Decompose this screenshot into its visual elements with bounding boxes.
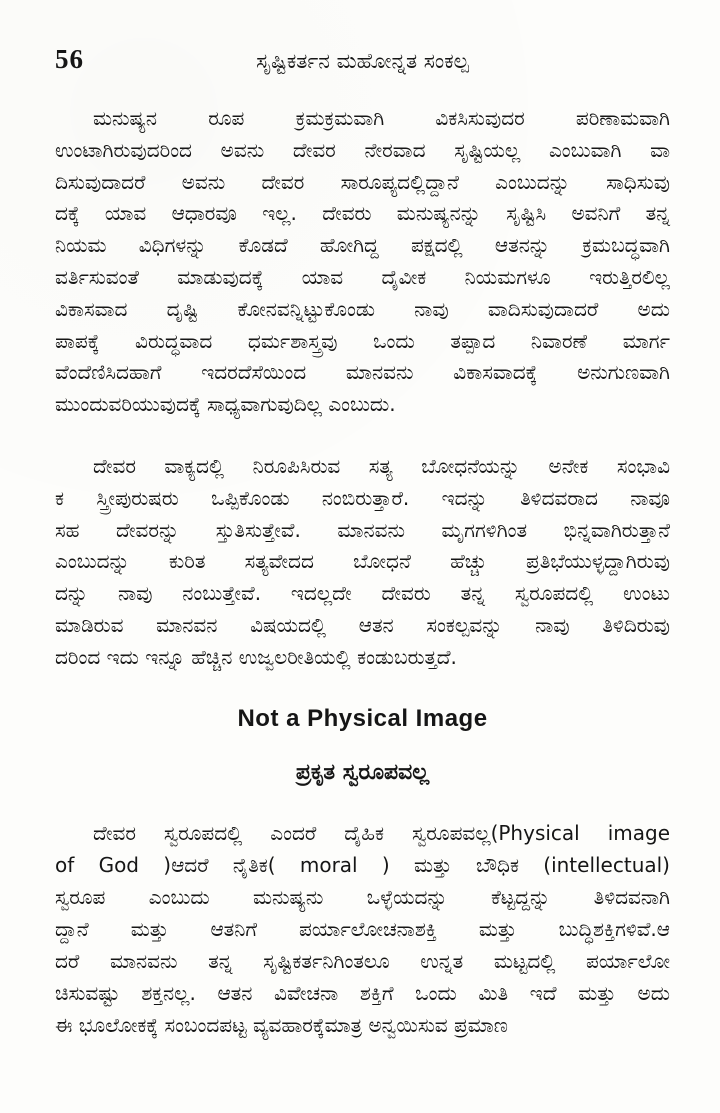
section-heading-kannada: ಪ್ರಕೃತ ಸ್ವರೂಪವಲ್ಲ [295, 759, 430, 785]
text-line: ದರೆ ಮಾನವನು ತನ್ನ ಸೃಷ್ಟಿಕರ್ತನಿಗಿಂತಲೂ ಉನ್ನತ ಮಟ್ಟದಲ್ಲಿ ಪರ್ಯಾಲೋ [55, 948, 670, 973]
text-line: ದ್ದಾನೆ ಮತ್ತು ಆತನಿಗೆ ಪರ್ಯಾಲೋಚನಾಶಕ್ತಿ ಮತ್ತು ಬುದ್ಧಿಶಕ್ತಿಗಳಿವೆ.ಆ [55, 916, 670, 941]
page-number: 56 [55, 44, 84, 74]
text-line: of God )ಆದರೆ ನೈತಿಕ( moral ) ಮತ್ತು ಬೌಧಿಕ (intellectual) [55, 852, 670, 877]
text-line: ದನ್ನು ನಾವು ನಂಬುತ್ತೇವೆ. ಇದಲ್ಲದೇ ದೇವರು ತನ್ನ ಸ್ವರೂಪದಲ್ಲಿ ಉಂಟು [55, 581, 670, 606]
text-line: ಕ ಸ್ತ್ರೀಪುರುಷರು ಒಪ್ಪಿಕೊಂಡು ನಂಬಿರುತ್ತಾರೆ. ಇದನ್ನು ತಿಳಿದವರಾದ ನಾವೂ [55, 485, 670, 510]
text-line: ದಿಸುವುದಾದರೆ ಅವನು ದೇವರ ಸಾರೂಪ್ಯದಲ್ಲಿದ್ದಾನೆ ಎಂಬುದನ್ನು ಸಾಧಿಸುವು [55, 169, 670, 194]
paragraph-2 [55, 451, 670, 674]
text-line: ವಿಕಾಸವಾದ ದೃಷ್ಟಿ ಕೋನವನ್ನಿಟ್ಟುಕೊಂಡು ನಾವು ವಾದಿಸುವುದಾದರೆ ಅದು [55, 296, 670, 321]
text-line: ಸ್ವರೂಪ ಎಂಬುದು ಮನುಷ್ಯನು ಒಳ್ಳೆಯದನ್ನು ಕೆಟ್ಟದ್ದನ್ನು ತಿಳಿದವನಾಗಿ [55, 884, 670, 909]
text-line: ಮನುಷ್ಯನ ರೂಪ ಕ್ರಮಕ್ರಮವಾಗಿ ವಿಕಸಿಸುವುದರ ಪರಿಣಾಮವಾಗಿ [93, 106, 670, 130]
text-line: ದೇವರ ಸ್ವರೂಪದಲ್ಲಿ ಎಂದರೆ ದೈಹಿಕ ಸ್ವರೂಪವಲ್ಲ(Physical image [93, 820, 670, 845]
page-header [55, 44, 670, 77]
text-line: ದೇವರ ವಾಕ್ಯದಲ್ಲಿ ನಿರೂಪಿಸಿರುವ ಸತ್ಯ ಬೋಧನೆಯನ್ನು ಅನೇಕ ಸಂಭಾವಿ [93, 453, 670, 478]
text-line: ವೆಂದೆಣಿಸಿದಹಾಗೆ ಇದರದೆಸೆಯಿಂದ ಮಾನವನು ವಿಕಾಸವಾದಕ್ಕೆ ಅನುಗುಣವಾಗಿ [55, 360, 670, 385]
section-heading-english: Not a Physical Image [237, 704, 488, 732]
text-line: ಮುಂದುವರಿಯುವುದಕ್ಕೆ ಸಾಧ್ಯವಾಗುವುದಿಲ್ಲ ಎಂಬುದು. [55, 392, 396, 417]
paragraph-1 [55, 103, 670, 421]
text-line: ಪಾಪಕ್ಕೆ ವಿರುದ್ಧವಾದ ಧರ್ಮಶಾಸ್ತ್ರವು ಒಂದು ತಪ್ಪಾದ ನಿವಾರಣೆ ಮಾರ್ಗ [55, 328, 670, 353]
text-line: ದಕ್ಕೆ ಯಾವ ಆಧಾರವೂ ಇಲ್ಲ. ದೇವರು ಮನುಷ್ಯನನ್ನು ಸೃಷ್ಟಿಸಿ ಅವನಿಗೆ ತನ್ನ [55, 201, 670, 226]
text-line: ನಿಯಮ ವಿಧಿಗಳನ್ನು ಕೊಡದೆ ಹೋಗಿದ್ದ ಪಕ್ಷದಲ್ಲಿ ಆತನನ್ನು ಕ್ರಮಬದ್ಧವಾಗಿ [55, 233, 670, 258]
paragraph-3 [55, 818, 670, 1042]
text-line: ದರಿಂದ ಇದು ಇನ್ನೂ ಹೆಚ್ಚಿನ ಉಜ್ವಲರೀತಿಯಲ್ಲಿ ಕಂಡುಬರುತ್ತದೆ. [55, 644, 457, 669]
text-line: ಈ ಭೂಲೋಕಕ್ಕೆ ಸಂಬಂದಪಟ್ಟ ವ್ಯವಹಾರಕ್ಕೆಮಾತ್ರ ಅನ್ವಯಿಸುವ ಪ್ರಮಾಣ [55, 1012, 508, 1037]
text-line: ವರ್ತಿಸುವಂತೆ ಮಾಡುವುದಕ್ಕೆ ಯಾವ ದೈವೀಕ ನಿಯಮಗಳೂ ಇರುತ್ತಿರಲಿಲ್ಲ [55, 264, 670, 289]
text-line: ಸಹ ದೇವರನ್ನು ಸ್ತುತಿಸುತ್ತೇವೆ. ಮಾನವನು ಮೃಗಗಳಿಗಿಂತ ಭಿನ್ನವಾಗಿರುತ್ತಾನೆ [55, 517, 670, 542]
text-line: ಚಿಸುವಷ್ಟು ಶಕ್ತನಲ್ಲ. ಆತನ ವಿವೇಚನಾ ಶಕ್ತಿಗೆ ಒಂದು ಮಿತಿ ಇದೆ ಮತ್ತು ಅದು [55, 980, 670, 1005]
text-line: ಉಂಟಾಗಿರುವುದರಿಂದ ಅವನು ದೇವರ ನೇರವಾದ ಸೃಷ್ಟಿಯಲ್ಲ ಎಂಬುವಾಗಿ ವಾ [55, 137, 670, 162]
text-line: ಮಾಡಿರುವ ಮಾನವನ ವಿಷಯದಲ್ಲಿ ಆತನ ಸಂಕಲ್ಪವನ್ನು ನಾವು ತಿಳಿದಿರುವು [55, 612, 670, 637]
running-title: ಸೃಷ್ಟಿಕರ್ತನ ಮಹೋನ್ನತ ಸಂಕಲ್ಪ [256, 49, 469, 73]
text-line: ಎಂಬುದನ್ನು ಕುರಿತ ಸತ್ಯವೇದದ ಬೋಧನೆ ಹೆಚ್ಚು ಪ್ರತಿಭೆಯುಳ್ಳದ್ದಾಗಿರುವು [55, 549, 670, 574]
